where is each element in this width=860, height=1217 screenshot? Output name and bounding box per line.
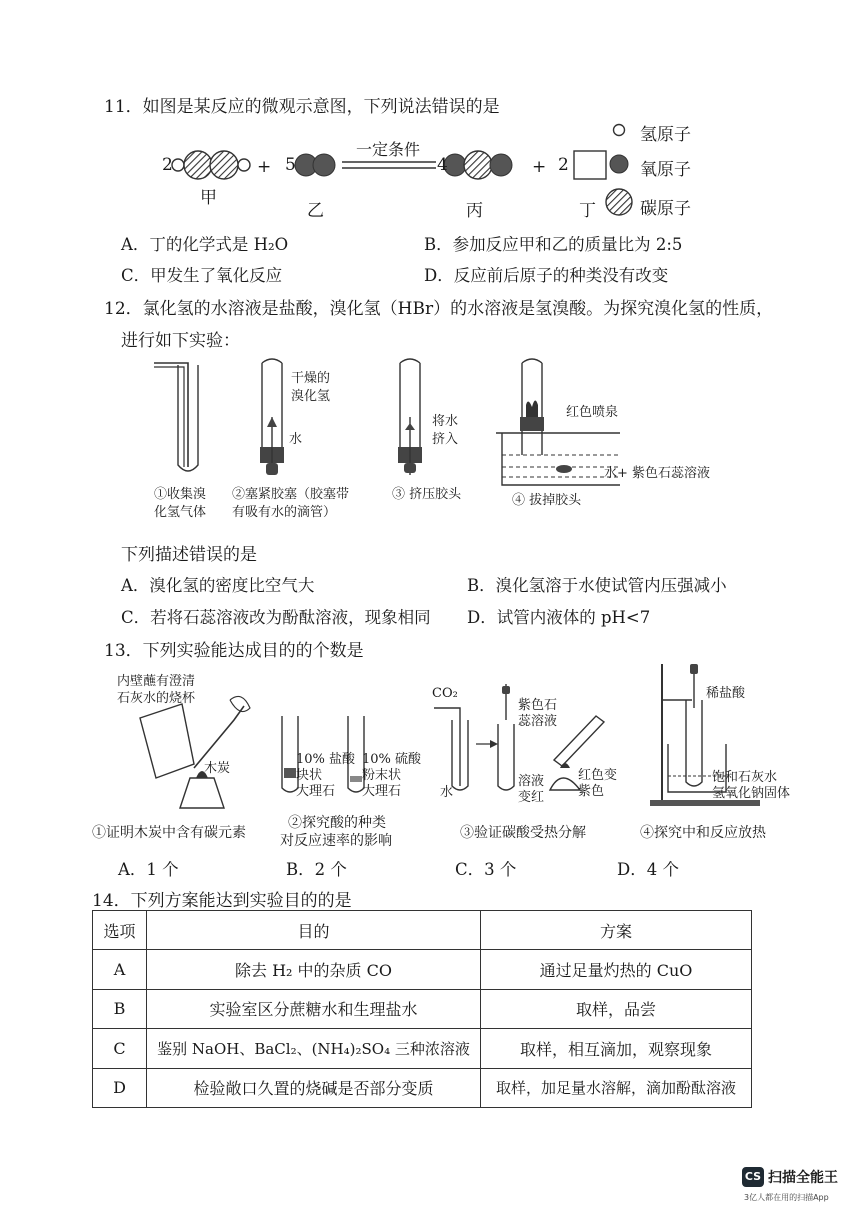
carbon-atom-icon [606,189,632,215]
coef-yi: 5 [285,155,296,175]
q11-stem: 11．如图是某反应的微观示意图，下列说法错误的是 [104,97,500,117]
q12-experiment-diagram [140,355,620,490]
q14-plan-table [92,910,752,1108]
row-b-purpose: 实验室区分蔗糖水和生理盐水 [147,989,481,1028]
camscanner-logo-icon: CS [742,1167,764,1187]
q12-option-a: A．溴化氢的密度比空气大 [121,576,315,595]
label-red-purple-2: 紫色 [578,784,605,799]
step1-tube [154,363,198,471]
caption-s1-1: ①收集溴 [154,487,207,502]
label-powder: 粉末状 [362,768,402,783]
header-option: 选项 [93,911,147,950]
label-yi: 乙 [307,201,324,221]
header-purpose: 目的 [147,911,481,950]
row-d-option: D [93,1068,147,1107]
label-hcl: 10% 盐酸 [296,752,356,767]
table-header-row [93,911,752,950]
caption-s1-2: 化氢气体 [154,505,207,520]
q13-option-b: B．2 个 [286,860,347,879]
row-b-plan: 取样，品尝 [481,989,752,1028]
q13-option-a: A．1 个 [118,860,179,879]
q11-option-c: C．甲发生了氧化反应 [121,266,283,285]
q11-option-b: B．参加反应甲和乙的质量比为 2:5 [424,235,683,254]
legend-carbon: 碳原子 [640,199,691,219]
label-naoh-solid: 氢氧化钠固体 [712,786,791,801]
plus-2: + [532,157,547,177]
label-water-13: 水 [440,785,454,800]
row-d-purpose: 检验敞口久置的烧碱是否部分变质 [147,1068,481,1107]
label-h2so4: 10% 硫酸 [362,752,422,767]
q13-option-d: D．4 个 [617,860,679,879]
q12-sub-stem: 下列描述错误的是 [121,545,257,565]
molecule-bing [444,151,512,179]
label-red-purple-1: 红色变 [578,768,618,783]
molecule-ding-box [574,151,606,179]
table-row [93,989,752,1028]
label-water: 水 [289,432,303,447]
molecule-jia [172,151,250,179]
q12-stem-line1: 12．氯化氢的水溶液是盐酸，溴化氢（HBr）的水溶液是氢溴酸。为探究溴化氢的性质， [104,299,774,319]
label-squeeze-2: 挤入 [432,432,459,447]
q12-option-b: B．溴化氢溶于水使试管内压强减小 [467,576,727,595]
table-row [93,1029,752,1068]
label-limewater: 饱和石灰水 [712,770,778,785]
label-turn-red-2: 变红 [518,790,545,805]
watermark-slogan: 3亿人都在用的扫描App [744,1193,829,1202]
label-dry-hbr-2: 溴化氢 [291,389,331,404]
step4-fountain [496,359,620,485]
label-charcoal: 木炭 [204,761,231,776]
molecule-yi [295,154,335,176]
label-litmus-1: 紫色石 [518,698,558,713]
q13-stem: 13．下列实验能达成目的的个数是 [104,641,364,661]
legend-oxygen: 氧原子 [640,160,691,180]
row-a-option: A [93,950,147,989]
q14-stem: 14．下列方案能达到实验目的的是 [92,891,352,911]
row-a-plan: 通过足量灼热的 CuO [481,950,752,989]
q12-option-d: D．试管内液体的 pH<7 [467,608,651,627]
label-ding: 丁 [579,201,596,221]
exp1-apparatus [140,696,250,808]
coef-bing: 4 [437,155,448,175]
q11-reaction-diagram [150,118,710,218]
row-c-plan: 取样，相互滴加，观察现象 [481,1029,752,1068]
reaction-condition: 一定条件 [356,140,421,159]
caption-e1: ①证明木炭中含有碳元素 [92,825,246,841]
label-dilute-hcl: 稀盐酸 [706,686,746,701]
label-marble-2: 大理石 [362,784,402,799]
caption-e2-1: ②探究酸的种类 [288,815,386,831]
caption-e4: ④探究中和反应放热 [640,825,766,841]
row-c-option: C [93,1029,147,1068]
q13-experiment-diagram [110,660,810,820]
caption-s4: ④ 拔掉胶头 [512,493,582,508]
caption-s2-1: ②塞紧胶塞（胶塞带 [232,487,350,502]
label-fountain: 红色喷泉 [566,405,619,420]
q13-option-c: C．3 个 [455,860,517,879]
coef-ding: 2 [558,155,569,175]
row-d-plan: 取样，加足量水溶解，滴加酚酞溶液 [481,1068,752,1107]
oxygen-atom-icon [610,155,628,173]
step2-tube [260,359,284,475]
label-solution: 水+ 紫色石蕊溶液 [604,466,711,481]
label-beaker-2: 石灰水的烧杯 [117,691,196,706]
table-row [93,950,752,989]
row-b-option: B [93,989,147,1028]
label-lump: 块状 [296,768,323,783]
caption-s3: ③ 挤压胶头 [392,487,462,502]
label-beaker-1: 内壁蘸有澄清 [117,674,196,689]
coef-jia: 2 [162,155,173,175]
row-a-purpose: 除去 H₂ 中的杂质 CO [147,950,481,989]
label-squeeze-1: 将水 [432,414,459,429]
label-jia: 甲 [200,188,217,208]
caption-s2-2: 有吸有水的滴管） [232,505,337,520]
step3-tube [398,359,422,475]
label-bing: 丙 [466,201,483,221]
label-co2: CO₂ [432,686,458,701]
watermark-name: 扫描全能王 [768,1170,838,1186]
caption-e3: ③验证碳酸受热分解 [460,825,586,841]
plus-1: + [257,157,272,177]
label-dry-hbr-1: 干燥的 [291,371,331,386]
q12-option-c: C．若将石蕊溶液改为酚酞溶液，现象相同 [121,608,431,627]
q12-stem-line2: 进行如下实验： [121,331,240,351]
label-turn-red-1: 溶液 [518,774,545,789]
label-litmus-2: 蕊溶液 [518,714,558,729]
header-plan: 方案 [481,911,752,950]
table-row [93,1068,752,1107]
row-c-purpose: 鉴别 NaOH、BaCl₂、(NH₄)₂SO₄ 三种浓溶液 [147,1029,481,1068]
label-marble-1: 大理石 [296,784,336,799]
caption-e2-2: 对反应速率的影响 [280,833,392,849]
q11-option-a: A．丁的化学式是 H₂O [121,235,289,254]
q11-option-d: D．反应前后原子的种类没有改变 [424,266,669,285]
legend-hydrogen: 氢原子 [640,125,691,145]
hydrogen-atom-icon [614,125,625,136]
